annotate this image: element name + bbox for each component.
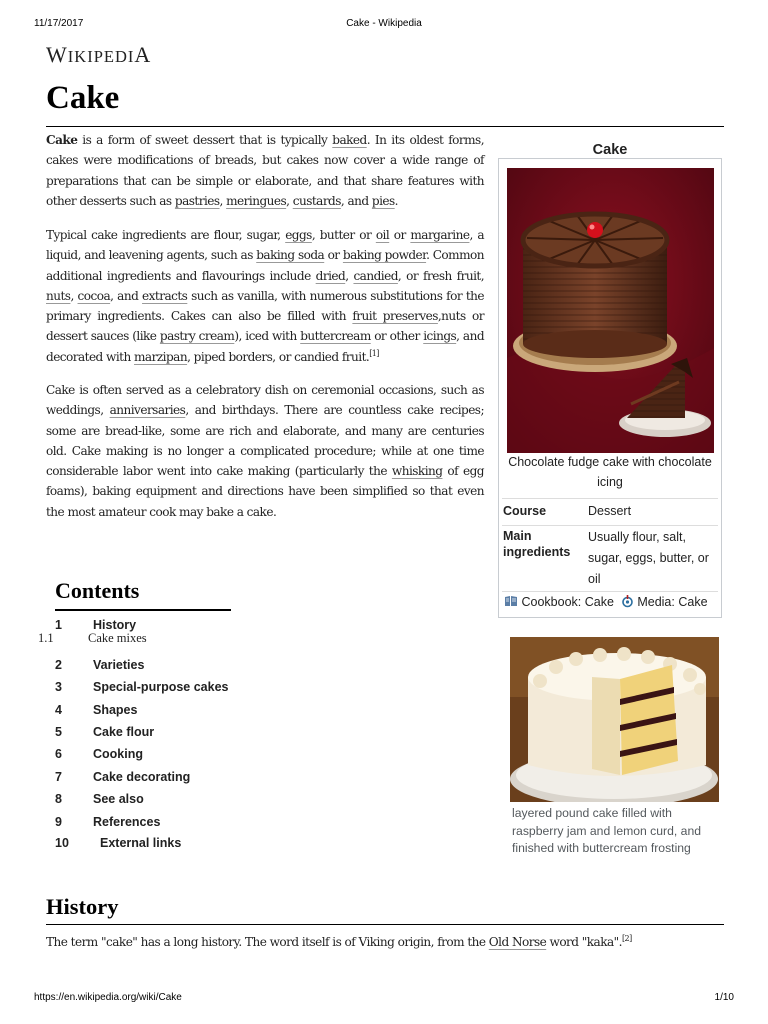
- article-link[interactable]: icings: [423, 329, 457, 344]
- text-run: ,: [70, 288, 78, 303]
- history-paragraph: [46, 932, 726, 952]
- toc-item-label: References: [93, 815, 161, 829]
- course-label: Course: [503, 504, 547, 518]
- text-run: or: [389, 228, 411, 242]
- text-run: , and: [110, 288, 143, 303]
- print-date: 11/17/2017: [34, 18, 84, 29]
- infobox-divider: [502, 498, 718, 499]
- course-value: Dessert: [588, 504, 632, 518]
- toc-item-label: Varieties: [93, 658, 145, 672]
- article-link[interactable]: baking powder: [342, 248, 427, 263]
- text-run: The term "cake" has a long history. The word itself is of Viking origin, from the: [46, 935, 489, 949]
- text-run: or: [324, 248, 343, 263]
- toc-item-number: 7: [55, 770, 62, 784]
- toc-item-label: Cake decorating: [93, 770, 191, 784]
- text-run: Typical cake ingredients are flour, sugar,: [46, 228, 286, 242]
- text-run: ,: [345, 268, 354, 283]
- ingredients-label: Main ingredients: [503, 529, 571, 559]
- toc-subitem-number: 1.1: [38, 631, 54, 645]
- article-link[interactable]: pastries: [174, 193, 220, 208]
- text-run: ,: [219, 193, 227, 208]
- article-link[interactable]: nuts: [46, 288, 71, 303]
- text-run: , or fresh fruit,: [397, 268, 484, 283]
- infobox-links: [504, 594, 720, 611]
- text-run: such as vanilla, with numerous substitutions for the primary ingredients. Cakes can also be filled with: [46, 288, 484, 324]
- text-run: . In its oldest forms, cakes were modifications of breads, but cakes now cover a wide range of preparations that can be simple or elaborate, and that share features with other desserts such as: [46, 133, 484, 208]
- article-link[interactable]: pastry cream: [159, 329, 235, 344]
- text-run: , butter or: [311, 228, 376, 242]
- toc-subitem[interactable]: [38, 631, 147, 646]
- article-link[interactable]: candied: [353, 268, 398, 283]
- toc-item-label: External links: [100, 836, 182, 850]
- ingredients-value: Usually flour, salt, sugar, eggs, butter, or oil: [588, 530, 709, 586]
- toc-item-label: Shapes: [93, 703, 138, 717]
- text-run: , and: [340, 193, 372, 208]
- article-link[interactable]: fruit preserves: [352, 309, 438, 324]
- print-header: [34, 18, 734, 32]
- article-link[interactable]: marzipan: [134, 349, 188, 364]
- media-link[interactable]: Media: Cake: [637, 594, 708, 609]
- article-link[interactable]: cocoa: [77, 288, 111, 303]
- print-url: https://en.wikipedia.org/wiki/Cake: [34, 992, 182, 1003]
- article-link[interactable]: baking soda: [256, 248, 325, 263]
- article-link[interactable]: margarine: [410, 228, 470, 242]
- article-link[interactable]: custards: [292, 193, 341, 208]
- text-run: ,: [286, 193, 293, 208]
- page-title: Cake: [46, 80, 120, 116]
- intro-paragraph-2: [46, 225, 484, 367]
- infobox-cake-image[interactable]: [507, 168, 714, 453]
- text-run: ), iced with: [234, 329, 301, 344]
- toc-item-number: 2: [55, 658, 62, 672]
- text-run: or other: [370, 329, 424, 344]
- chocolate-cake-illustration: [507, 168, 714, 453]
- text-run: ,nuts or dessert sauces (like: [46, 309, 485, 344]
- toc-item-number: 4: [55, 703, 62, 717]
- toc-item-label: History: [93, 618, 137, 632]
- toc-divider: [55, 609, 231, 611]
- article-link[interactable]: pies: [371, 193, 395, 208]
- toc-item-label: Special-purpose cakes: [93, 680, 229, 694]
- toc-item-number: 6: [55, 747, 62, 761]
- history-divider: [46, 924, 724, 925]
- layered-pound-cake-image[interactable]: [510, 637, 719, 802]
- article-link[interactable]: buttercream: [300, 329, 371, 344]
- infobox-divider: [502, 525, 718, 526]
- article-link[interactable]: Old Norse: [488, 935, 547, 949]
- toc-item-label: Cooking: [93, 747, 143, 761]
- text-run: . Common additional ingredients and flavourings include: [46, 248, 484, 283]
- toc-item-number: 1: [55, 618, 62, 632]
- cookbook-icon: [504, 595, 518, 610]
- article-link[interactable]: dried: [315, 268, 346, 283]
- toc-item-number: 8: [55, 792, 62, 806]
- print-page-number: 1/10: [714, 992, 734, 1003]
- text-run: , piped borders, or candied fruit.: [187, 349, 370, 364]
- article-link[interactable]: extracts: [142, 288, 188, 303]
- print-page-title: Cake - Wikipedia: [346, 18, 422, 29]
- citation-ref[interactable]: [2]: [621, 933, 632, 943]
- toc-item-number: 10: [55, 836, 69, 850]
- toc-item-label: Cake flour: [93, 725, 155, 739]
- intro-paragraph-1: [46, 130, 484, 211]
- commons-icon: [621, 594, 634, 611]
- toc-item-number: 3: [55, 680, 62, 694]
- layered-cake-illustration: [510, 637, 719, 802]
- text-run: , a liquid, and leavening agents, such as: [46, 228, 484, 263]
- cookbook-link[interactable]: Cookbook: Cake: [521, 594, 614, 609]
- toc-item-number: 9: [55, 815, 62, 829]
- article-link[interactable]: baked: [332, 133, 367, 147]
- logo-text: WIKIPEDIA: [46, 42, 152, 67]
- infobox: [498, 136, 722, 616]
- bold-term: Cake: [46, 133, 78, 147]
- print-footer: [34, 992, 734, 1006]
- toc-item-number: 5: [55, 725, 62, 739]
- infobox-divider: [502, 591, 718, 592]
- citation-ref[interactable]: [1]: [369, 348, 379, 358]
- article-link[interactable]: whisking: [391, 464, 443, 479]
- text-run: word "kaka".: [546, 935, 622, 949]
- text-run: Cake is often served as a celebratory dish on ceremonial occasions, such as weddings,: [46, 383, 484, 418]
- toc-item-label: See also: [93, 792, 144, 806]
- intro-paragraph-3: [46, 380, 484, 522]
- toc-subitem-label: Cake mixes: [88, 631, 147, 645]
- infobox-caption: Chocolate fudge cake with chocolate icing: [508, 455, 712, 489]
- article-link[interactable]: meringues: [226, 193, 287, 208]
- text-run: , and birthdays. There are countless cake recipes; some are bread-like, some are rich and elaborate, and many are centuries old. Cake making is no longer a complicated procedure; while at one time considerable labor went into cake making (particularly the: [46, 403, 484, 479]
- pound-cake-caption: layered pound cake filled with raspberry jam and lemon curd, and finished with buttercream frosting: [512, 806, 702, 855]
- text-run: .: [394, 193, 398, 208]
- infobox-title: Cake: [592, 142, 628, 158]
- article-link[interactable]: eggs: [285, 228, 312, 242]
- text-run: of egg foams), baking equipment and directions have been simplified so that even the most amateur cook may bake a cake.: [46, 464, 484, 519]
- article-link[interactable]: oil: [375, 228, 390, 242]
- wikipedia-logo[interactable]: [46, 42, 151, 68]
- text-run: , and decorated with: [46, 329, 485, 364]
- title-divider: [46, 126, 724, 127]
- history-heading: History: [46, 894, 119, 919]
- article-link[interactable]: anniversaries: [109, 403, 186, 418]
- text-run: is a form of sweet dessert that is typically: [77, 133, 333, 147]
- toc-title: Contents: [55, 578, 140, 603]
